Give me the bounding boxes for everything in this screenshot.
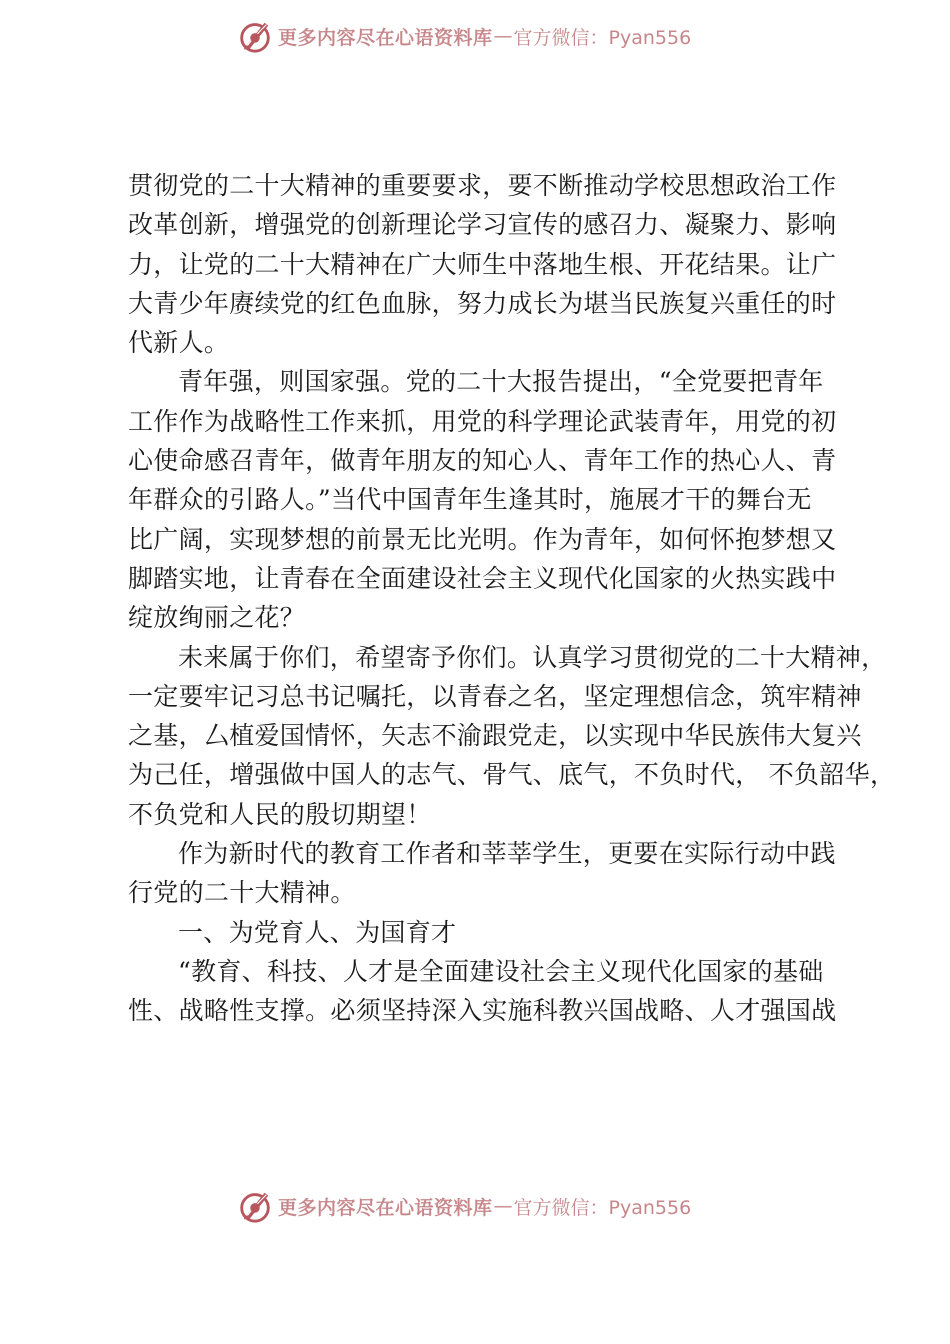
paragraph-start-line: “教育、科技、人才是全面建设社会主义现代化国家的基础 [178, 956, 824, 986]
text-line: 之基，厶植爱国情怀，矢志不渝跟党走，以实现中华民族伟大复兴 [128, 721, 862, 751]
text-line: 工作作为战略性工作来抓，用党的科学理论武装青年，用党的初 [128, 406, 837, 436]
header-banner [236, 16, 691, 56]
text-line: 比广阔，实现梦想的前景无比光明。作为青年，如何怀抱梦想又 [128, 524, 837, 554]
text-line: 性、战略性支撑。必须坚持深入实施科教兴国战略、人才强国战 [128, 996, 837, 1026]
banner-separator: — [493, 25, 513, 47]
paragraph-start-line: 作为新时代的教育工作者和莘莘学生，更要在实际行动中践 [178, 839, 836, 869]
text-line: 不负党和人民的殷切期望！ [128, 799, 432, 829]
text-line: 行党的二十大精神。 [128, 878, 356, 908]
text-line: 代新人。 [128, 328, 230, 358]
text-line: 年群众的引路人。”当代中国青年生逢其时，施展才干的舞台无 [128, 485, 812, 515]
text-line: 力，让党的二十大精神在广大师生中落地生根、开花结果。让广 [128, 249, 837, 279]
text-line: 大青少年赓续党的红色血脉，努力成长为堪当民族复兴重任的时 [128, 288, 837, 318]
text-line: 改革创新，增强党的创新理论学习宣传的感召力、凝聚力、影响 [128, 210, 837, 240]
banner-wechat: 官方微信：Pyan556 [513, 26, 692, 49]
section-heading: 一、为党育人、为国育才 [178, 917, 457, 947]
paragraph-start-line: 青年强，则国家强。党的二十大报告提出，“全党要把青年 [178, 367, 824, 397]
banner-text: 更多内容尽在心语资料库 [278, 1196, 493, 1219]
text-line: 脚踏实地，让青春在全面建设社会主义现代化国家的火热实践中 [128, 563, 837, 593]
quill-pen-seal-icon [236, 1187, 274, 1225]
text-line: 贯彻党的二十大精神的重要要求，要不断推动学校思想政治工作 [128, 171, 837, 200]
text-line: 心使命感召青年，做青年朋友的知心人、青年工作的热心人、青 [128, 446, 837, 476]
text-line: 一定要牢记习总书记嘱托，以青春之名，坚定理想信念，筑牢精神 [128, 681, 862, 711]
quill-pen-seal-icon [236, 17, 274, 55]
document-body [128, 166, 896, 1031]
banner-separator: — [493, 1195, 513, 1217]
banner-text: 更多内容尽在心语资料库 [278, 26, 493, 49]
banner-wechat: 官方微信：Pyan556 [513, 1196, 692, 1219]
text-line: 绽放绚丽之花？ [128, 603, 306, 633]
footer-banner [236, 1186, 691, 1226]
text-line: 为己任，增强做中国人的志气、骨气、底气，不负时代， 不负韶华， [128, 760, 896, 790]
paragraph-start-line: 未来属于你们，希望寄予你们。认真学习贯彻党的二十大精神， [178, 642, 887, 672]
